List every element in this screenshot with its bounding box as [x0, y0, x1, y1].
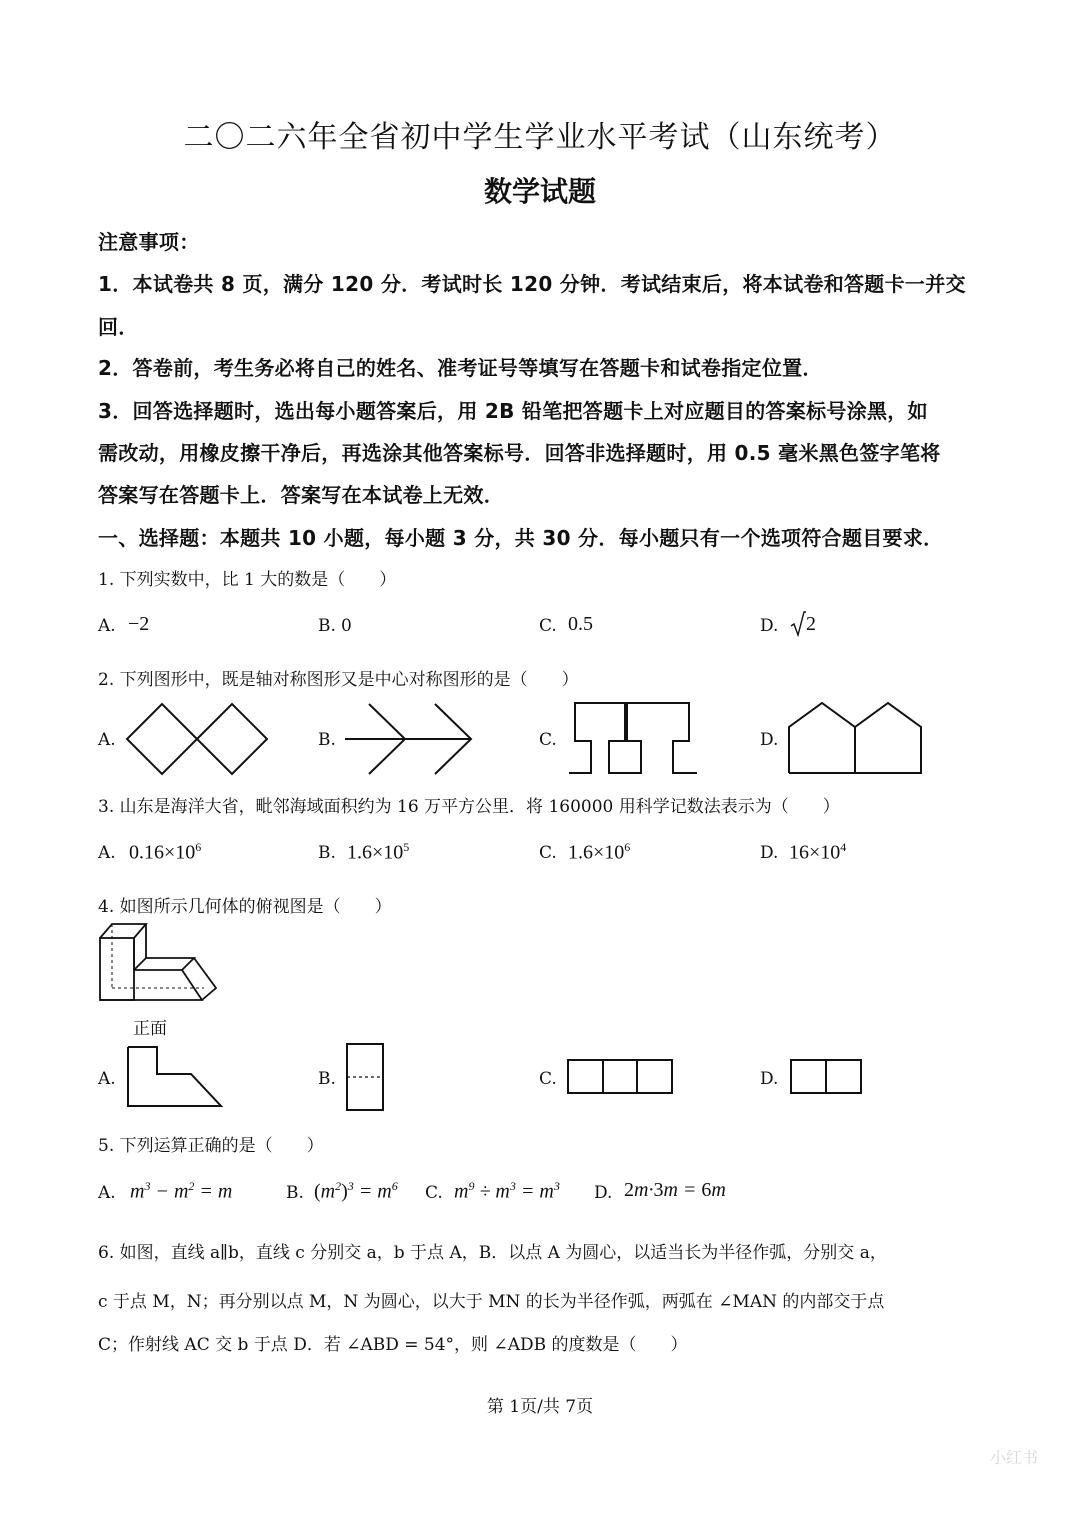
note-item-1-line-1: 1．本试卷共 8 页，满分 120 分．考试时长 120 分钟．考试结束后，将本试卷和答题卡一并交 — [98, 272, 966, 296]
q4-option-a-label: A. — [98, 1069, 116, 1089]
q5-option-a-label: A. — [98, 1183, 116, 1203]
note-item-3-line-2: 需改动，用橡皮擦干净后，再选涂其他答案标号．回答非选择题时，用 0.5 毫米黑色签字笔将 — [98, 441, 941, 465]
two-diamonds-figure — [127, 704, 269, 776]
q6-line-1: 6. 如图，直线 a∥b，直线 c 分别交 a，b 于点 A，B．以点 A 为圆心，以适当长为半径作弧，分别交 a， — [98, 1243, 887, 1263]
q2-option-b-label: B. — [318, 730, 336, 750]
q1-option-d: 2 — [806, 613, 816, 635]
front-view-label: 正面 — [133, 1019, 167, 1039]
q1-stem: 1. 下列实数中，比 1 大的数是（ ） — [98, 570, 397, 590]
note-item-3-line-1: 3．回答选择题时，选出每小题答案后，用 2B 铅笔把答题卡上对应题目的答案标号涂黑，如 — [98, 399, 928, 423]
q3-option-b: $1.6\times 10^5$ — [347, 840, 410, 864]
q5-option-a: $m^3 - m^2 = m$ — [130, 1179, 233, 1203]
q1-option-a: −2 — [128, 613, 150, 635]
note-item-2: 2．答卷前，考生务必将自己的姓名、准考证号等填写在答题卡和试卷指定位置． — [98, 356, 823, 380]
q6-line-2: c 于点 M，N；再分别以点 M，N 为圆心，以大于 MN 的长为半径作弧，两弧在 ∠MAN 的内部交于点 — [98, 1292, 885, 1312]
q4-option-c-label: C. — [539, 1069, 557, 1089]
q3-option-a: $0.16\times 10^6$ — [129, 840, 202, 864]
q1-option-d-label: D. — [760, 616, 779, 636]
section-heading: 一、选择题：本题共 10 小题，每小题 3 分，共 30 分．每小题只有一个选项符合题目要求． — [98, 526, 944, 550]
q3-stem: 3. 山东是海洋大省，毗邻海域面积约为 16 万平方公里．将 160000 用科学记数法表示为（ ） — [98, 797, 840, 817]
q3-option-c: $1.6\times 10^6$ — [568, 840, 631, 864]
two-squares-top-view-figure — [790, 1059, 864, 1095]
q5-option-d-label: D. — [594, 1183, 613, 1203]
q3-option-a-label: A. — [98, 843, 116, 863]
geometric-solid-figure — [98, 922, 222, 1004]
note-item-3-line-3: 答案写在答题卡上．答案写在本试卷上无效． — [98, 483, 504, 507]
q2-option-a-label: A. — [98, 730, 116, 750]
q5-option-d: 2m·3m = 6m — [624, 1179, 726, 1201]
q5-option-c-label: C. — [425, 1183, 443, 1203]
q4-stem: 4. 如图所示几何体的俯视图是（ ） — [98, 897, 392, 917]
arrow-chevrons-figure — [345, 702, 475, 778]
tall-rect-top-view-figure — [346, 1043, 386, 1113]
watermark-logo: 小红书 — [990, 1448, 1039, 1467]
q1-option-b: 0 — [341, 616, 352, 636]
q1-option-c-label: C. — [539, 616, 557, 636]
q2-stem: 2. 下列图形中，既是轴对称图形又是中心对称图形的是（ ） — [98, 670, 579, 690]
exam-subtitle: 数学试题 — [483, 175, 596, 208]
q3-option-c-label: C. — [539, 843, 557, 863]
q1-option-c: 0.5 — [568, 613, 593, 635]
exam-title: 二〇二六年全省初中学生学业水平考试（山东统考） — [183, 120, 897, 155]
two-houses-figure — [788, 701, 924, 775]
three-squares-top-view-figure — [567, 1059, 675, 1095]
q3-option-b-label: B. — [318, 843, 336, 863]
q3-option-d-label: D. — [760, 843, 779, 863]
q5-option-c: $m^9 \div m^3 = m^3$ — [454, 1179, 560, 1203]
q2-option-d-label: D. — [760, 730, 779, 750]
q5-stem: 5. 下列运算正确的是（ ） — [98, 1136, 324, 1156]
q1-option-a-label: A. — [98, 616, 116, 636]
page-number: 第 1页/共 7页 — [486, 1397, 594, 1417]
notes-heading: 注意事项： — [98, 230, 200, 254]
sqrt-sign-icon — [790, 610, 806, 638]
note-item-1-line-2: 回． — [98, 315, 139, 339]
q4-option-b-label: B. — [318, 1069, 336, 1089]
q5-option-b: $(m^2)^3 = m^6$ — [314, 1179, 398, 1203]
q2-option-c-label: C. — [539, 730, 557, 750]
l-shape-top-view-figure — [127, 1046, 223, 1108]
q3-option-d: $16\times 10^4$ — [789, 840, 847, 864]
bracket-shapes-figure — [567, 701, 699, 775]
q5-option-b-label: B. — [286, 1183, 304, 1203]
q4-option-d-label: D. — [760, 1069, 779, 1089]
q6-line-3: C；作射线 AC 交 b 于点 D．若 ∠ABD = 54°，则 ∠ADB 的度数是（ ） — [98, 1335, 688, 1355]
q1-option-b-label: B. — [318, 616, 336, 636]
